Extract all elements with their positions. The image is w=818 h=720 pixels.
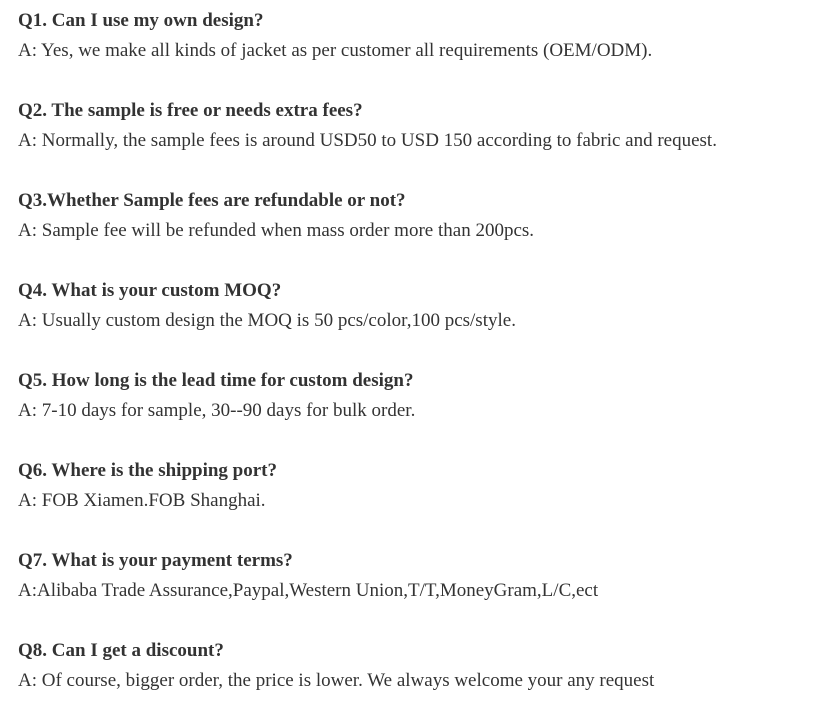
faq-item-3: [18, 180, 808, 270]
faq-item-6: [18, 450, 808, 540]
faq-question: Q4. What is your custom MOQ?: [18, 280, 282, 301]
faq-question: Q1. Can I use my own design?: [18, 10, 264, 31]
faq-question: Q6. Where is the shipping port?: [18, 460, 278, 481]
faq-question: Q7. What is your payment terms?: [18, 550, 293, 571]
faq-answer: A: Sample fee will be refunded when mass order more than 200pcs.: [18, 220, 535, 241]
faq-answer: A: FOB Xiamen.FOB Shanghai.: [18, 490, 266, 511]
faq-question: Q8. Can I get a discount?: [18, 640, 224, 661]
faq-question: Q3.Whether Sample fees are refundable or not?: [18, 190, 406, 211]
faq-item-7: [18, 540, 808, 630]
faq-answer: A: Usually custom design the MOQ is 50 pcs/color,100 pcs/style.: [18, 310, 516, 331]
faq-question: Q2. The sample is free or needs extra fees?: [18, 100, 363, 121]
faq-question: Q5. How long is the lead time for custom design?: [18, 370, 414, 391]
faq-list: [18, 0, 808, 720]
faq-answer: A: 7-10 days for sample, 30--90 days for bulk order.: [18, 400, 416, 421]
faq-answer: A: Of course, bigger order, the price is lower. We always welcome your any request: [18, 670, 655, 691]
faq-answer: A:Alibaba Trade Assurance,Paypal,Western Union,T/T,MoneyGram,L/C,ect: [18, 580, 599, 601]
faq-item-5: [18, 360, 808, 450]
faq-answer: A: Yes, we make all kinds of jacket as per customer all requirements (OEM/ODM).: [18, 40, 653, 61]
faq-item-8: [18, 630, 808, 720]
faq-item-2: [18, 90, 808, 180]
faq-answer: A: Normally, the sample fees is around USD50 to USD 150 according to fabric and request.: [18, 130, 717, 151]
faq-item-1: [18, 0, 808, 90]
faq-item-4: [18, 270, 808, 360]
